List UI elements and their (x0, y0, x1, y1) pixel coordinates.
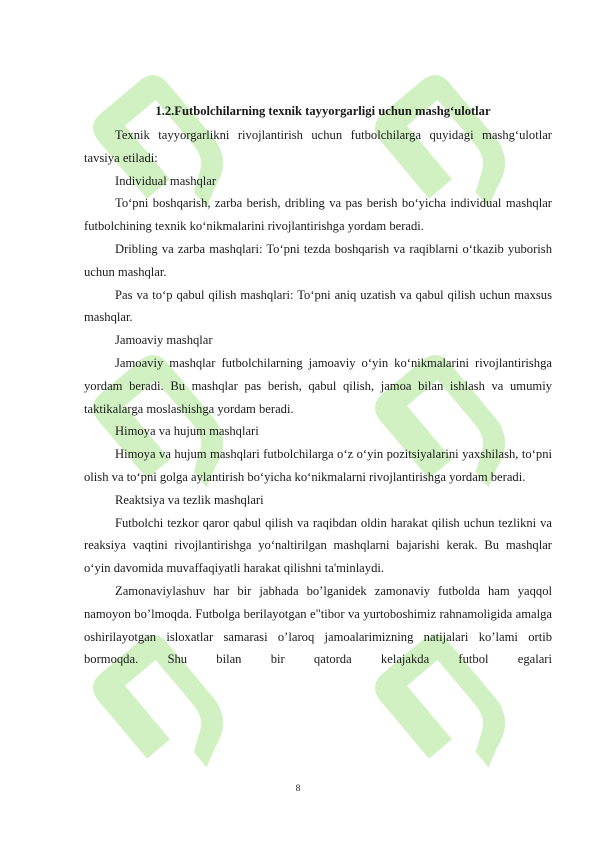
paragraph: Pas va to‘p qabul qilish mashqlari: To‘pni aniq uzatish va qabul qilish uchun maxsus mashqlar. (84, 287, 552, 325)
subheading: Jamoaviy mashqlar (115, 333, 213, 348)
section-heading: 1.2.Futbolchilarning texnik tayyorgarligi uchun mashg‘ulotlar (155, 104, 491, 118)
paragraph: To‘pni boshqarish, zarba berish, dribling va pas berish bo‘yicha individual mashqlar futbolchining texnik ko‘nikmalarini rivojlantirishga yordam beradi. (84, 196, 552, 234)
paragraph: Himoya va hujum mashqlari futbolchilarga o‘z o‘yin pozitsiyalarini yaxshilash, to‘pni olish va to‘pni golga aylantirish bo‘yicha ko‘nikmalarni rivojlantirishga yordam beradi. (84, 447, 552, 484)
subheading: Reaktsiya va tezlik mashqlari (115, 492, 264, 507)
document-body (84, 103, 552, 671)
paragraph: Jamoaviy mashqlar futbolchilarning jamoaviy o‘yin ko‘nikmalarini rivojlantirishga yordam beradi. Bu mashqlar pas berish, qabul qilish, jamoa bilan ishlash va umumiy taktikalarga moslashishga yordam beradi. (84, 355, 552, 416)
subheading: Himoya va hujum mashqlari (115, 424, 259, 439)
page-number: 8 (295, 784, 301, 794)
paragraph: Texnik tayyorgarlikni rivojlantirish uchun futbolchilarga quyidagi mashg‘ulotlar tavsiya etiladi: (84, 128, 552, 165)
subheading: Individual mashqlar (115, 173, 217, 188)
paragraph: Zamonaviylashuv har bir jabhada bo’lganidek zamonaviy futbolda ham yaqqol namoyon bo’lmoqda. Futbolga berilayotgan e"tibor va yurtoboshimiz rahnamoligida amalga oshirilayotgan isloxatlar samarasi o’laroq jamoalarimizning natijalari ko’lami ortib bormoqda. Shu bilan bir qatorda kelajakda futbol egalari (84, 583, 552, 667)
paragraph: Dribling va zarba mashqlari: To‘pni tezda boshqarish va raqiblarni o‘tkazib yuborish uchun mashqlar. (84, 241, 552, 279)
paragraph: Futbolchi tezkor qaror qabul qilish va raqibdan oldin harakat qilish uchun tezlikni va reaksiya vaqtini rivojlantirishga yo‘naltirilgan mashqlarni bajarishi kerak. Bu mashqlar o‘yin davomida muvaffaqiyatli harakat qilishni ta'minlaydi. (84, 515, 552, 576)
